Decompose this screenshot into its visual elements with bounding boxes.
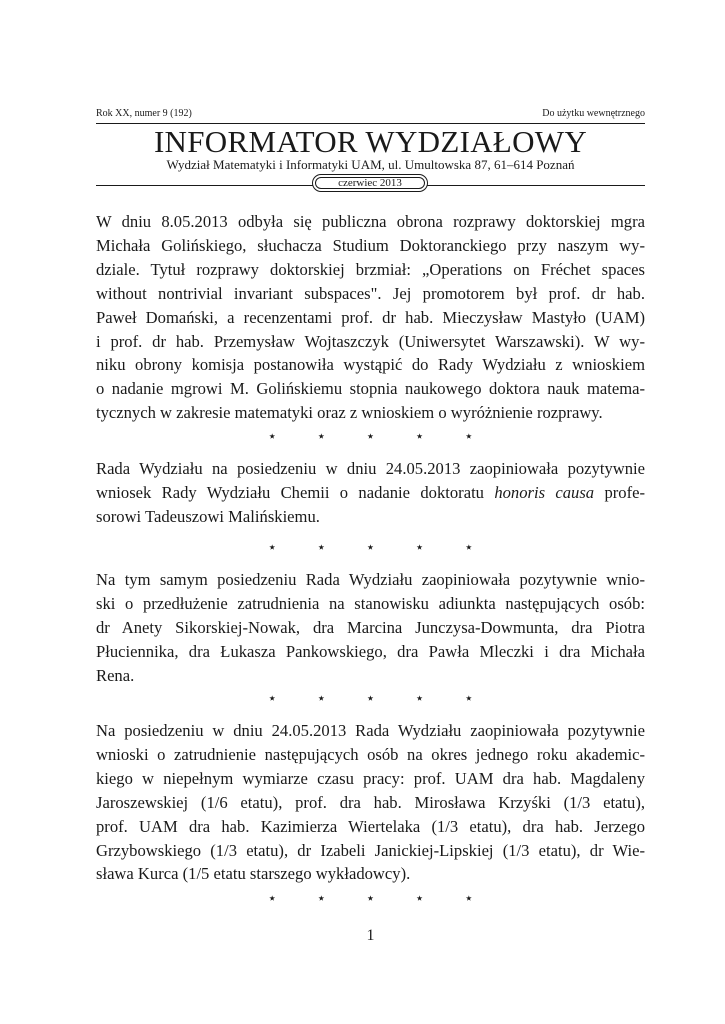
paragraph-line: Rena. (96, 665, 135, 685)
faculty-address: Wydział Matematyki i Informatyki UAM, ul. Umultowska 87, 61–614 Poznań (166, 157, 575, 172)
paragraph-part-time-employment (96, 719, 645, 886)
issue-date-frame (315, 177, 425, 189)
paragraph-line: Michała Golińskiego, słuchacza Studium Doktoranckiego przy naszym wy- (96, 235, 645, 255)
paragraph-line: i prof. dr hab. Przemysław Wojtaszczyk (Uniwersytet Warszawski). W wy- (96, 331, 645, 351)
paragraph-line: tycznych w zakresie matematyki oraz z wnioskiem o wyróżnienie rozprawy. (96, 403, 603, 423)
paragraph-line: dziale. Tytuł rozprawy doktorskiej brzmiał: „Operations on Fréchet spaces (96, 259, 645, 279)
paragraph-line: Jaroszewskiej (1/6 etatu), prof. dra hab. Mirosława Krzyśki (1/3 etatu), (96, 792, 645, 812)
paragraph-line: Grzybowskiego (1/3 etatu), dr Izabeli Janickiej-Lipskiej (1/3 etatu), dr Wie- (96, 840, 645, 860)
paragraph-line: W dniu 8.05.2013 odbyła się publiczna obrona rozprawy doktorskiej mgra (96, 212, 645, 231)
paragraph-line (96, 481, 645, 505)
section-separator: ⋆ ⋆ ⋆ ⋆ ⋆ (267, 691, 492, 707)
paragraph-line: kiego w niepełnym wymiarze czasu pracy: prof. UAM dra hab. Magdaleny (96, 768, 645, 788)
issue-date: czerwiec 2013 (338, 177, 402, 189)
paragraph-line: Na tym samym posiedzeniu Rada Wydziału zaopiniowała pozytywnie wnio- (96, 570, 645, 589)
paragraph-line: without nontrivial invariant subspaces". Jej promotorem był prof. dr hab. (96, 283, 645, 303)
paragraph-line: niku obrony komisja postanowiła wystąpić do Rady Wydziału z wnioskiem (96, 355, 645, 375)
issue-number: Rok XX, numer 9 (192) (96, 108, 192, 119)
paragraph-line: Paweł Domański, a recenzentami prof. dr hab. Mieczysław Mastyło (UAM) (96, 307, 645, 327)
paragraph-line: wnioski o zatrudnienie następujących osób na okres jednego roku akademic- (96, 744, 645, 764)
newsletter-title: INFORMATOR WYDZIAŁOWY (153, 124, 588, 159)
document-page (96, 0, 645, 1024)
paragraph-doctoral-defense (96, 210, 645, 425)
header-meta-row (96, 108, 645, 120)
paragraph-line: o nadanie mgrowi M. Golińskiemu stopnia naukowego doktora nauk matema- (96, 379, 645, 399)
paragraph-line: dr Anety Sikorskiej-Nowak, dra Marcina Junczysa-Dowmunta, dra Piotra (96, 617, 645, 637)
section-separator: ⋆ ⋆ ⋆ ⋆ ⋆ (267, 891, 492, 907)
latin-phrase: honoris causa (494, 482, 595, 502)
section-separator: ⋆ ⋆ ⋆ ⋆ ⋆ (267, 540, 492, 556)
paragraph-line: sława Kurca (1/5 etatu starszego wykładowcy). (96, 864, 411, 884)
paragraph-line: sorowi Tadeuszowi Malińskiemu. (96, 506, 320, 526)
paragraph-line: prof. UAM dra hab. Kazimierza Wiertelaka (1/3 etatu), dra hab. Jerzego (96, 816, 645, 836)
page-number: 1 (366, 927, 375, 944)
paragraph-employment-extension (96, 568, 645, 688)
issue-date-badge (312, 174, 428, 192)
paragraph-text: wniosek Rady Wydziału Chemii o nadanie doktoratu (96, 482, 495, 502)
paragraph-line: Rada Wydziału na posiedzeniu w dniu 24.05.2013 zaopiniowała pozytywnie (96, 459, 645, 478)
paragraph-text: profe- (594, 482, 645, 502)
paragraph-line: Na posiedzeniu w dniu 24.05.2013 Rada Wydziału zaopiniowała pozytywnie (96, 721, 645, 740)
paragraph-honorary-doctorate (96, 457, 645, 529)
paragraph-line: Płuciennika, dra Łukasza Pankowskiego, dra Pawła Mleczki i dra Michała (96, 641, 645, 661)
section-separator: ⋆ ⋆ ⋆ ⋆ ⋆ (267, 429, 492, 445)
usage-note: Do użytku wewnętrznego (542, 108, 645, 119)
paragraph-line: ski o przedłużenie zatrudnienia na stanowisku adiunkta następujących osób: (96, 593, 645, 613)
